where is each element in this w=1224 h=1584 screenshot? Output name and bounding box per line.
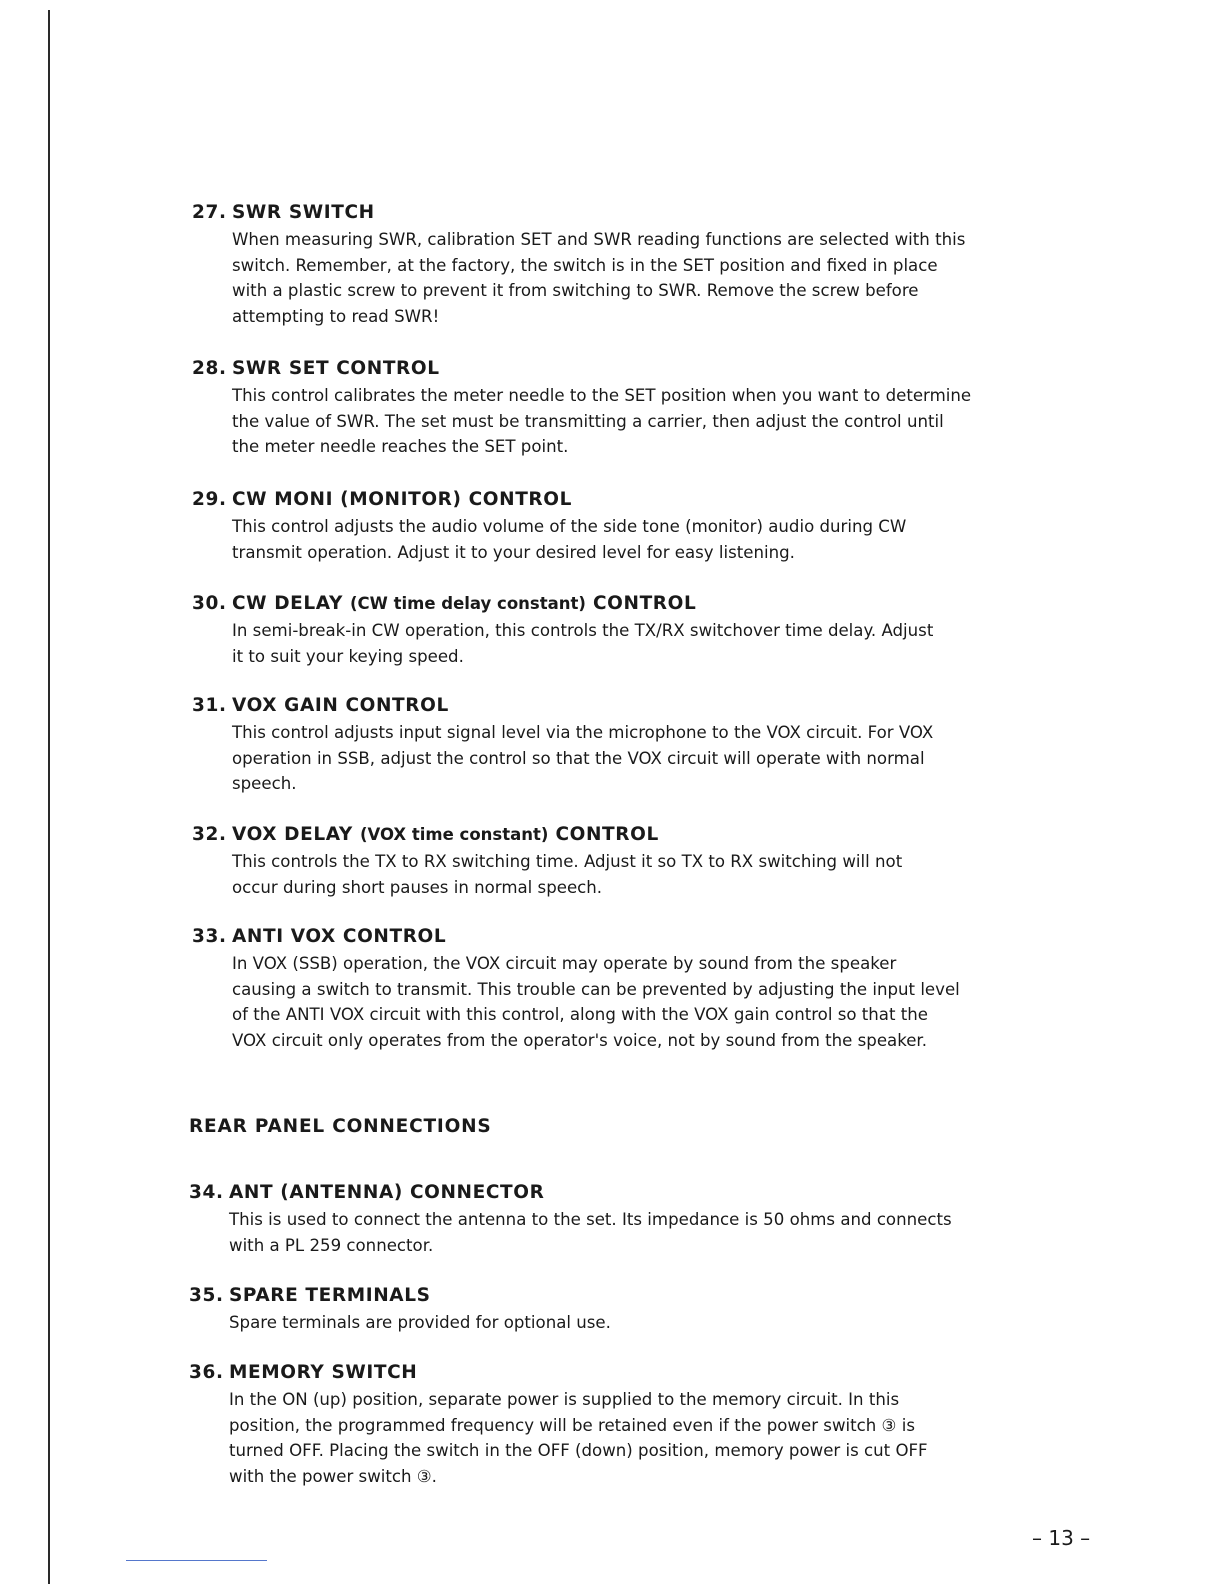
body-line: In VOX (SSB) operation, the VOX circuit may operate by sound from the speaker <box>232 954 897 973</box>
section-title: MEMORY SWITCH <box>229 1362 418 1383</box>
section-heading <box>189 1180 999 1206</box>
section-title: ANT (ANTENNA) CONNECTOR <box>229 1182 545 1203</box>
section-body <box>232 618 1002 669</box>
section-title: ANTI VOX CONTROL <box>232 926 447 947</box>
body-line: with a plastic screw to prevent it from switching to SWR. Remove the screw before <box>232 281 919 300</box>
section-body <box>232 951 1002 1053</box>
title-main: CW DELAY <box>232 593 350 614</box>
section-28-swr-set-control <box>192 356 1002 460</box>
body-line: the value of SWR. The set must be transmitting a carrier, then adjust the control until <box>232 411 944 431</box>
section-29-cw-moni-control <box>192 487 1002 565</box>
body-line: This control adjusts input signal level via the microphone to the VOX circuit. For VOX <box>232 723 934 742</box>
body-line: This controls the TX to RX switching time. Adjust it so TX to RX switching will not <box>232 852 903 871</box>
section-heading <box>192 591 1002 617</box>
section-34-ant-connector <box>189 1180 999 1258</box>
section-27-swr-switch <box>192 200 1002 329</box>
body-line: This control adjusts the audio volume of the side tone (monitor) audio during CW <box>232 517 907 536</box>
section-number: 27. <box>192 202 227 223</box>
section-36-memory-switch <box>189 1360 999 1489</box>
body-line: In the ON (up) position, separate power is supplied to the memory circuit. In this <box>229 1390 900 1409</box>
section-number: 28. <box>192 358 227 379</box>
body-line: it to suit your keying speed. <box>232 646 464 666</box>
section-heading <box>192 356 1002 382</box>
section-heading <box>189 1360 999 1386</box>
section-number: 34. <box>189 1182 224 1203</box>
section-body <box>232 720 1002 797</box>
body-line: position, the programmed frequency will be retained even if the power switch ③ is <box>229 1415 915 1435</box>
section-number: 32. <box>192 824 227 845</box>
section-body <box>232 383 1002 460</box>
section-31-vox-gain-control <box>192 693 1002 797</box>
body-line: In semi-break-in CW operation, this controls the TX/RX switchover time delay. Adjust <box>232 621 934 640</box>
page-binding-line <box>48 10 50 1584</box>
section-30-cw-delay-control <box>192 591 1002 669</box>
body-line: attempting to read SWR! <box>232 306 440 326</box>
section-number: 29. <box>192 489 227 510</box>
section-title: VOX GAIN CONTROL <box>232 695 449 716</box>
section-body <box>232 514 1002 565</box>
section-33-anti-vox-control <box>192 924 1002 1053</box>
body-line: When measuring SWR, calibration SET and SWR reading functions are selected with this <box>232 230 966 249</box>
body-line: occur during short pauses in normal speech. <box>232 877 603 897</box>
body-line: of the ANTI VOX circuit with this control, along with the VOX gain control so that the <box>232 1005 928 1024</box>
section-heading <box>192 822 1002 848</box>
title-subtitle: (VOX time constant) <box>359 825 549 844</box>
title-end: CONTROL <box>585 593 697 614</box>
body-line: with a PL 259 connector. <box>229 1235 434 1255</box>
section-title <box>232 822 659 848</box>
section-heading <box>192 200 1002 226</box>
section-number: 36. <box>189 1362 224 1383</box>
body-line: switch. Remember, at the factory, the switch is in the SET position and fixed in place <box>232 255 938 275</box>
body-line: speech. <box>232 774 297 793</box>
section-title: SWR SWITCH <box>232 202 375 223</box>
section-heading <box>189 1283 999 1309</box>
section-body <box>232 849 1002 900</box>
section-heading <box>192 924 1002 950</box>
section-number: 35. <box>189 1285 224 1306</box>
section-32-vox-delay-control <box>192 822 1002 900</box>
body-line: operation in SSB, adjust the control so that the VOX circuit will operate with normal <box>232 748 925 768</box>
page-number: – 13 – <box>1032 1526 1091 1550</box>
section-number: 33. <box>192 926 227 947</box>
section-title <box>232 591 696 617</box>
section-body <box>229 1207 999 1258</box>
section-number: 30. <box>192 593 227 614</box>
title-main: VOX DELAY <box>232 824 360 845</box>
section-number: 31. <box>192 695 227 716</box>
section-heading <box>192 487 1002 513</box>
body-line: with the power switch ③. <box>229 1466 437 1486</box>
body-line: causing a switch to transmit. This trouble can be prevented by adjusting the input level <box>232 979 960 999</box>
section-title: CW MONI (MONITOR) CONTROL <box>232 489 572 510</box>
body-line: This is used to connect the antenna to the set. Its impedance is 50 ohms and connects <box>229 1210 952 1229</box>
body-line: Spare terminals are provided for optional use. <box>229 1313 611 1332</box>
section-title: SWR SET CONTROL <box>232 358 440 379</box>
section-body <box>229 1310 999 1336</box>
body-line: the meter needle reaches the SET point. <box>232 437 569 456</box>
section-body <box>232 227 1002 329</box>
title-end: CONTROL <box>548 824 659 845</box>
body-line: transmit operation. Adjust it to your desired level for easy listening. <box>232 542 795 562</box>
section-heading <box>192 693 1002 719</box>
section-35-spare-terminals <box>189 1283 999 1336</box>
section-title: SPARE TERMINALS <box>229 1285 431 1306</box>
body-line: VOX circuit only operates from the operator's voice, not by sound from the speaker. <box>232 1030 927 1050</box>
footer-rule <box>126 1560 267 1561</box>
title-subtitle: (CW time delay constant) <box>350 594 586 613</box>
section-body <box>229 1387 999 1489</box>
rear-panel-heading: REAR PANEL CONNECTIONS <box>189 1116 492 1137</box>
body-line: This control calibrates the meter needle to the SET position when you want to determine <box>232 386 972 405</box>
body-line: turned OFF. Placing the switch in the OFF (down) position, memory power is cut OFF <box>229 1441 928 1460</box>
